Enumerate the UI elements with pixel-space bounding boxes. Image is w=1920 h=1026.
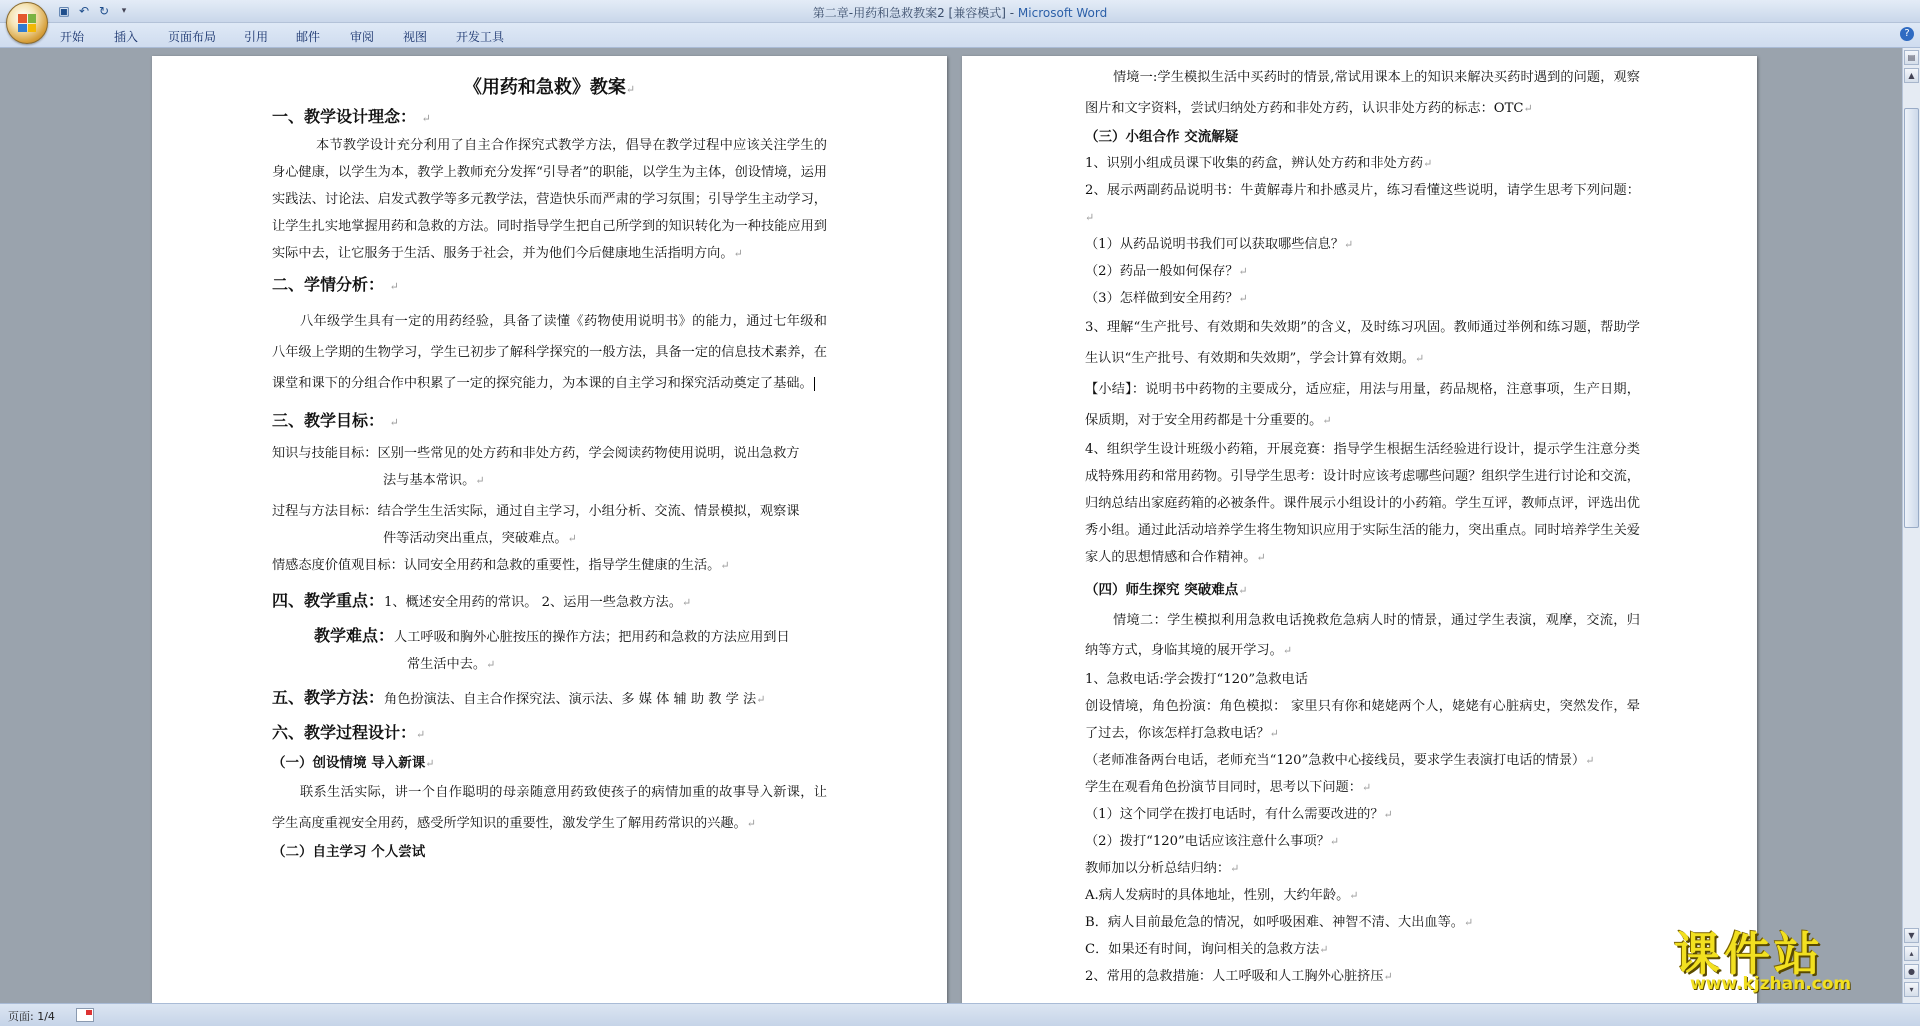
paragraph[interactable]: 创设情境，角色扮演：角色模拟： 家里只有你和姥姥两个人，姥姥有心脏病史，突然发作，晕了过去，你该怎样打急救电话？↵: [1085, 699, 1640, 741]
redo-icon[interactable]: ↻: [98, 4, 110, 18]
summary[interactable]: 【小结】：说明书中药物的主要成分，适应症，用法与用量，药品规格，注意事项，生产日期，保质期，对于安全用药都是十分重要的。↵: [1085, 382, 1640, 428]
list-item[interactable]: C．如果还有时间，询问相关的急救方法↵: [1085, 942, 1329, 957]
office-button[interactable]: [6, 2, 48, 44]
scroll-up-icon[interactable]: ▲: [1904, 68, 1919, 83]
difficulties[interactable]: 常生活中去。↵: [407, 657, 496, 672]
page-2: [962, 56, 1757, 1003]
help-icon[interactable]: ?: [1900, 27, 1914, 41]
watermark-text: 课件站: [1674, 927, 1824, 981]
page-2-content: [1085, 62, 1640, 990]
window-title: 第二章-用药和急救教案2 [兼容模式] - Microsoft Word: [812, 6, 1108, 20]
status-bar: [0, 1003, 1920, 1026]
paragraph[interactable]: （老师准备两台电话，老师充当“120”急救中心接线员，要求学生表演打电话的情景）↵: [1085, 753, 1595, 768]
subsection-heading[interactable]: （三）小组合作 交流解疑: [1085, 129, 1239, 145]
section-heading[interactable]: 一、教学设计理念： ↵: [272, 107, 431, 126]
proofing-status-icon[interactable]: [76, 1008, 94, 1022]
tab-mailings[interactable]: 邮件: [296, 30, 321, 44]
list-item[interactable]: A.病人发病时的具体地址，性别，大约年龄。↵: [1085, 888, 1359, 903]
scroll-thumb[interactable]: [1904, 108, 1919, 528]
key-points[interactable]: 四、教学重点：1、概述安全用药的常识。 2、运用一些急救方法。↵: [272, 591, 692, 610]
teaching-methods[interactable]: 五、教学方法：角色扮演法、自主合作探究法、演示法、多 媒 体 辅 助 教 学 法↵: [272, 688, 766, 707]
paragraph[interactable]: 2、常用的急救措施：人工呼吸和人工胸外心脏挤压↵: [1085, 969, 1393, 984]
watermark: [1660, 918, 1900, 1000]
watermark-url: www.kjzhan.com: [1690, 974, 1852, 994]
tab-review[interactable]: 审阅: [350, 30, 375, 44]
difficulties[interactable]: 教学难点：人工呼吸和胸外心脏按压的操作方法；把用药和急救的方法应用到日: [314, 626, 790, 645]
question[interactable]: （2）拨打“120”电话应该注意什么事项？↵: [1085, 834, 1340, 849]
save-icon[interactable]: ▣: [58, 4, 70, 18]
tab-view[interactable]: 视图: [403, 30, 428, 44]
subsection-heading[interactable]: （四）师生探究 突破难点↵: [1085, 582, 1248, 598]
scroll-down-icon[interactable]: ▼: [1904, 928, 1919, 943]
paragraph[interactable]: 情境一:学生模拟生活中买药时的情景,常试用课本上的知识来解决买药时遇到的问题，观察图片和文字资料，尝试归纳处方药和非处方药，认识非处方药的标志：OTC↵: [1085, 70, 1640, 116]
question[interactable]: （1）这个同学在拨打电话时，有什么需要改进的？↵: [1085, 807, 1393, 822]
question[interactable]: （1）从药品说明书我们可以获取哪些信息？↵: [1085, 237, 1354, 252]
question[interactable]: （2）药品一般如何保存？↵: [1085, 264, 1248, 279]
tab-insert[interactable]: 插入: [114, 30, 139, 44]
section-heading[interactable]: 六、教学过程设计：↵: [272, 723, 426, 742]
ribbon-tabs: [0, 23, 1920, 48]
next-page-icon[interactable]: ▾: [1904, 982, 1919, 997]
customize-icon[interactable]: ▾: [121, 6, 127, 16]
goal-line[interactable]: 件等活动突出重点，突破难点。↵: [383, 531, 577, 546]
paragraph[interactable]: 1、识别小组成员课下收集的药盒，辨认处方药和非处方药↵: [1085, 156, 1433, 171]
paragraph[interactable]: 1、急救电话:学会拨打“120”急救电话: [1085, 672, 1308, 687]
tab-developer[interactable]: 开发工具: [456, 30, 505, 44]
ruler-toggle-icon[interactable]: ▤: [1904, 50, 1919, 65]
title-bar: [0, 0, 1920, 23]
paragraph[interactable]: 八年级学生具有一定的用药经验，具备了读懂《药物使用说明书》的能力，通过七年级和八年级上学期的生物学习，学生已初步了解科学探究的一般方法，具备一定的信息技术素养，在课堂和课下的分组合作中积累了一定的探究能力，为本课的自主学习和探究活动奠定了基础。: [272, 314, 827, 391]
subsection-heading[interactable]: （一）创设情境 导入新课↵: [272, 755, 435, 771]
question[interactable]: （3）怎样做到安全用药？↵: [1085, 291, 1248, 306]
previous-page-icon[interactable]: ▴: [1904, 946, 1919, 961]
paragraph[interactable]: 联系生活实际，讲一个自作聪明的母亲随意用药致使孩子的病情加重的故事导入新课，让学生高度重视安全用药，感受所学知识的重要性，激发学生了解用药常识的兴趣。↵: [272, 785, 827, 831]
tab-references[interactable]: 引用: [244, 30, 269, 44]
section-heading[interactable]: 二、学情分析： ↵: [272, 275, 399, 294]
paragraph[interactable]: 本节教学设计充分利用了自主合作探究式教学方法，倡导在教学过程中应该关注学生的身心健康，以学生为本，教学上教师充分发挥“引导者”的职能，以学生为主体，创设情境，运用实践法、讨论法、启发式教学等多元教学法，营造快乐而严肃的学习氛围；引导学生主动学习，让学生扎实地掌握用药和急救的方法。同时指导学生把自己所学到的知识转化为一种技能应用到实际中去，让它服务于生活、服务于社会，并为他们今后健康地生活指明方向。↵: [272, 138, 827, 261]
undo-icon[interactable]: ↶: [78, 4, 90, 18]
page-1-content: [272, 70, 827, 866]
document-area: [0, 48, 1903, 1003]
document-title-heading[interactable]: 《用药和急救》教案↵: [463, 77, 636, 98]
paragraph[interactable]: 3、理解“生产批号、有效期和失效期”的含义，及时练习巩固。教师通过举例和练习题，帮助学生认识“生产批号、有效期和失效期”，学会计算有效期。↵: [1085, 320, 1640, 366]
goal-line[interactable]: 过程与方法目标：结合学生生活实际，通过自主学习，小组分析、交流、情景模拟，观察课: [272, 504, 800, 519]
document-title: 第二章-用药和急救教案2 [兼容模式]: [812, 6, 1006, 20]
goal-line[interactable]: 法与基本常识。↵: [383, 473, 485, 488]
page-indicator[interactable]: 页面: 1/4: [8, 1010, 55, 1023]
section-heading[interactable]: 三、教学目标： ↵: [272, 411, 399, 430]
tab-home[interactable]: 开始: [60, 30, 85, 44]
paragraph[interactable]: 4、组织学生设计班级小药箱，开展竞赛：指导学生根据生活经验进行设计，提示学生注意分类成特殊用药和常用药物。引导学生思考：设计时应该考虑哪些问题？组织学生进行讨论和交流，归纳总结出家庭药箱的必被条件。课件展示小组设计的小药箱。学生互评，教师点评，评选出优秀小组。通过此活动培养学生将生物知识应用于实际生活的能力，突出重点。同时培养学生关爱家人的思想情感和合作精神。↵: [1085, 442, 1640, 565]
subsection-heading[interactable]: （二）自主学习 个人尝试: [272, 844, 426, 860]
text-cursor: [814, 377, 815, 391]
goal-line[interactable]: 情感态度价值观目标：认同安全用药和急救的重要性，指导学生健康的生活。↵: [272, 558, 730, 573]
paragraph[interactable]: 情境二：学生模拟利用急救电话挽救危急病人时的情景，通过学生表演，观摩，交流，归纳等方式，身临其境的展开学习。↵: [1085, 613, 1640, 658]
vertical-scrollbar[interactable]: [1902, 48, 1920, 1003]
office-logo-icon: [18, 14, 36, 32]
list-item[interactable]: B．病人目前最危急的情况，如呼吸困难、神智不清、大出血等。↵: [1085, 915, 1474, 930]
select-browse-object-icon[interactable]: ●: [1904, 964, 1919, 979]
tab-page-layout[interactable]: 页面布局: [168, 30, 217, 44]
app-name: Microsoft Word: [1017, 6, 1108, 20]
paragraph[interactable]: 2、展示两副药品说明书：牛黄解毒片和扑感灵片，练习看懂这些说明，请学生思考下列问题：↵: [1085, 183, 1640, 224]
page-1: [152, 56, 947, 1003]
paragraph[interactable]: 教师加以分析总结归纳：↵: [1085, 861, 1240, 876]
goal-line[interactable]: 知识与技能目标：区别一些常见的处方药和非处方药，学会阅读药物使用说明，说出急救方: [272, 446, 800, 461]
paragraph[interactable]: 学生在观看角色扮演节目同时，思考以下问题：↵: [1085, 780, 1372, 795]
